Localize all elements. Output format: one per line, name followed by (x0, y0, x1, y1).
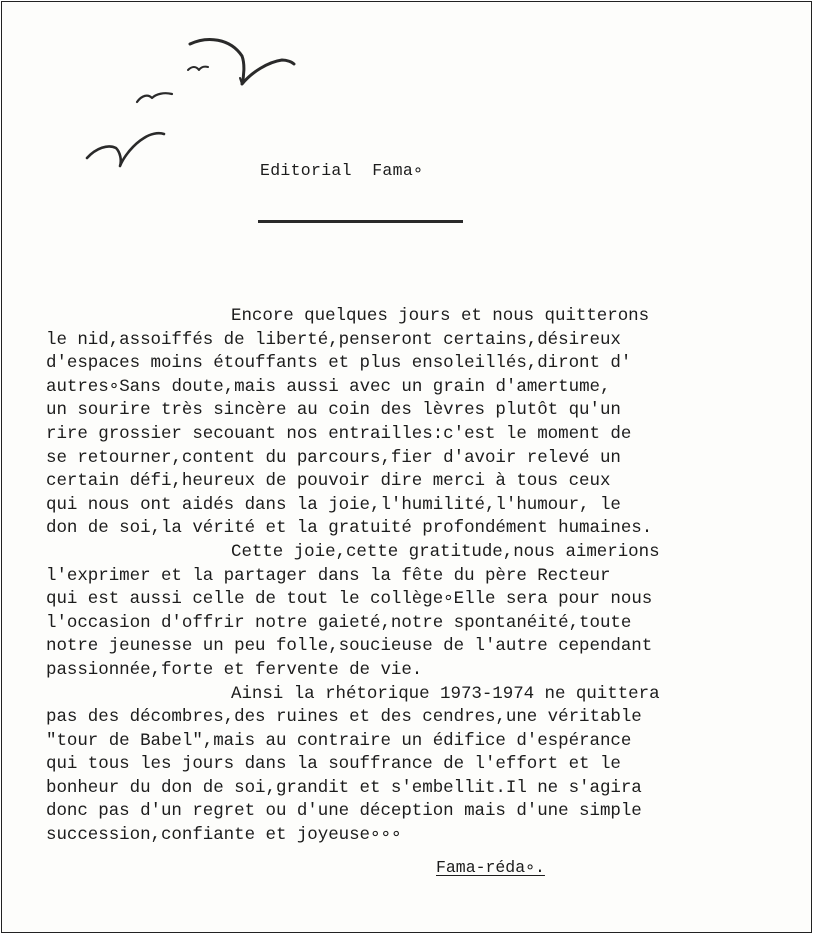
editorial-body (46, 305, 736, 848)
text-line: autres∘Sans doute,mais aussi avec un grain d'amertume, (46, 376, 611, 397)
text-line: pas des décombres,des ruines et des cendres,une véritable (46, 707, 642, 728)
document-page (1, 1, 812, 933)
text-line: succession,confiante et joyeuse∘∘∘ (46, 825, 402, 846)
text-line: don de soi,la vérité et la gratuité profondément humaines. (46, 518, 653, 539)
text-line: notre jeunesse un peu folle,soucieuse de l'autre cependant (46, 636, 653, 657)
text-line: l'occasion d'offrir notre gaieté,notre spontanéité,toute (46, 612, 632, 633)
text-line: bonheur du don de soi,grandit et s'embellit.Il ne s'agira (46, 777, 642, 798)
text-line: Encore quelques jours et nous quitterons (231, 306, 650, 326)
text-line: passionnée,forte et fervente de vie. (46, 659, 423, 680)
text-line: donc pas d'un regret ou d'une déception mais d'une simple (46, 801, 642, 822)
text-line: le nid,assoiffés de liberté,penseront certains,désireux (46, 329, 621, 350)
text-line: Ainsi la rhétorique 1973-1974 ne quittera (231, 683, 660, 704)
text-line: se retourner,content du parcours,fier d'avoir relevé un (46, 447, 621, 468)
text-line: certain défi,heureux de pouvoir dire merci à tous ceux (46, 471, 611, 492)
text-line: qui nous ont aidés dans la joie,l'humilité,l'humour, le (46, 494, 621, 515)
title-underline (258, 220, 463, 223)
text-line: Cette joie,cette gratitude,nous aimerions (231, 541, 660, 562)
text-line: qui est aussi celle de tout le collège∘Elle sera pour nous (46, 589, 653, 610)
signature: Fama-réda∘. (436, 858, 545, 877)
text-line: qui tous les jours dans la souffrance de l'effort et le (46, 754, 621, 775)
text-line: l'exprimer et la partager dans la fête du père Recteur (46, 565, 611, 586)
page-title: Editorial Fama∘ (260, 161, 424, 180)
text-line: rire grossier secouant nos entrailles:c'est le moment de (46, 423, 632, 444)
text-line: d'espaces moins étouffants et plus ensoleillés,diront d' (46, 353, 632, 374)
text-line: "tour de Babel",mais au contraire un édifice d'espérance (46, 730, 632, 751)
text-line: un sourire très sincère au coin des lèvres plutôt qu'un (46, 400, 621, 421)
